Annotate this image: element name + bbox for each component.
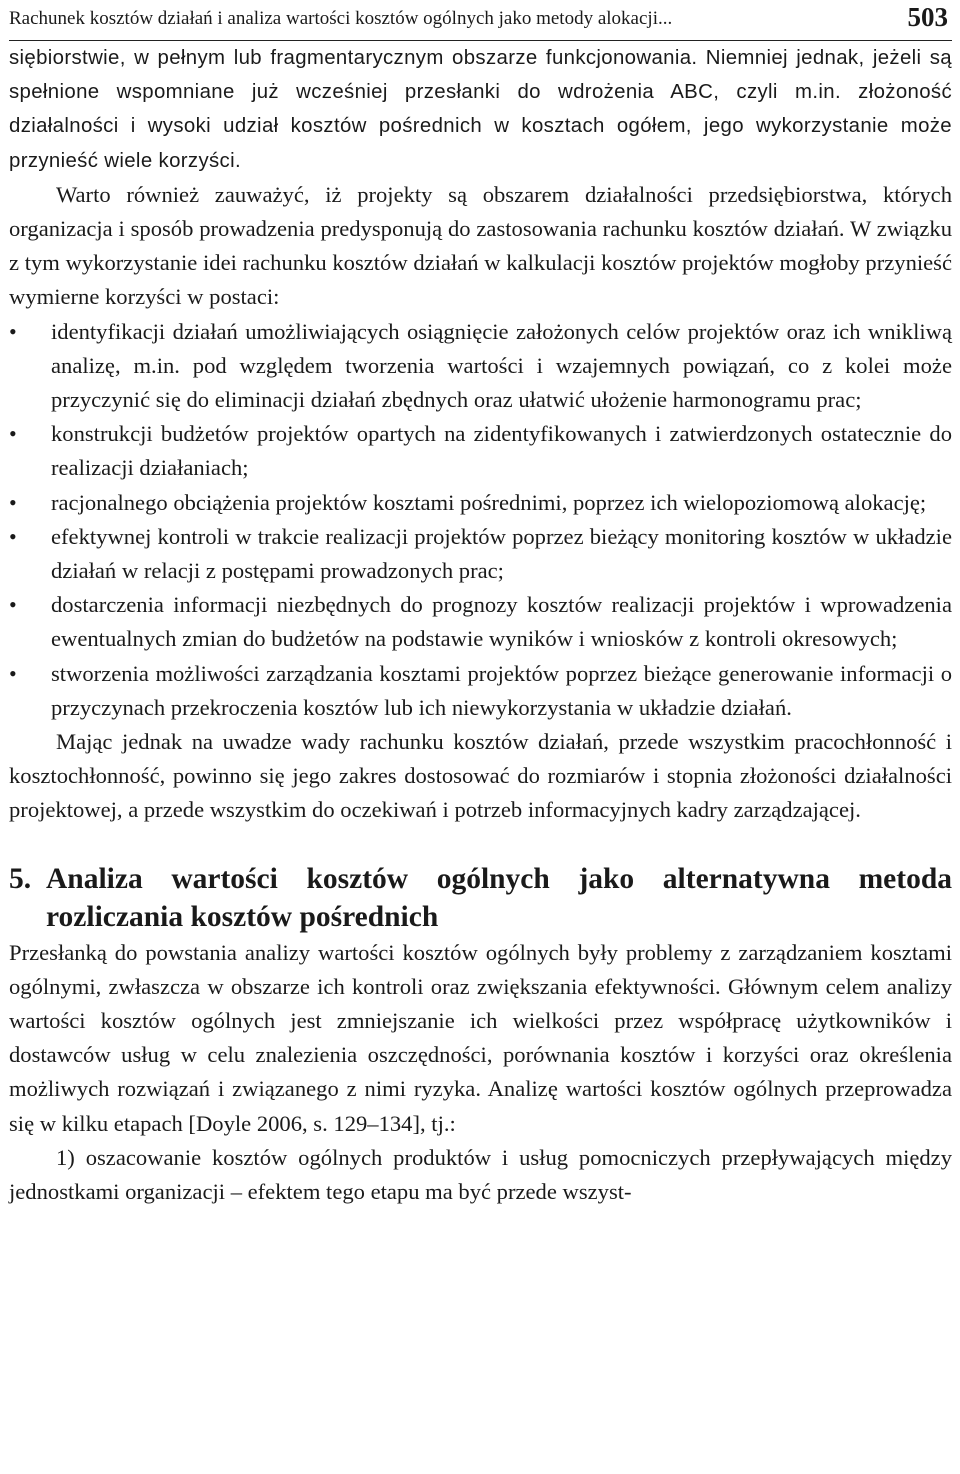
bullet-icon: •: [9, 660, 17, 686]
paragraph-step-1: 1) oszacowanie kosztów ogólnych produktów i usług pomocniczych przepływających między jednostkami organizacji – efektem tego etapu ma być przede wszyst-: [9, 1144, 952, 1205]
list-item-text: dostarczenia informacji niezbędnych do prognozy kosztów realizacji projektów i wprowadzenia ewentualnych zmian do budżetów na podstawie wyników i wniosków z kontroli okresowych;: [51, 592, 952, 652]
running-header: [9, 0, 952, 41]
list-item: [9, 315, 952, 418]
list-item-text: stworzenia możliwości zarządzania kosztami projektów poprzez bieżące generowanie informacji o przyczynach przekroczenia kosztów lub ich niewykorzystania w układzie działań.: [51, 660, 952, 720]
list-item-text: konstrukcji budżetów projektów opartych na zidentyfikowanych i zatwierdzonych ostatecznie do realizacji działaniach;: [51, 421, 952, 481]
bullet-icon: •: [9, 318, 17, 344]
section-title: Analiza wartości kosztów ogólnych jako alternatywna metoda rozliczania kosztów pośrednich: [46, 862, 952, 933]
list-item: [9, 520, 952, 588]
paragraph-drawbacks: Mając jednak na uwadze wady rachunku kosztów działań, przede wszystkim pracochłonność i kosztochłonność, powinno się jego zakres dostosować do rozmiarów i stopnia złożoności działalności projektowej, a przede wszystkim do oczekiwań i potrzeb informacyjnych kadry zarządzającej.: [9, 729, 952, 823]
bullet-icon: •: [9, 489, 17, 515]
running-title: Rachunek kosztów działań i analiza wartości kosztów ogólnych jako metody alokacji...: [9, 8, 673, 29]
section-heading: [9, 860, 952, 936]
section-number: 5.: [9, 862, 32, 895]
list-item-text: identyfikacji działań umożliwiających osiągnięcie założonych celów projektów oraz ich wnikliwą analizę, m.in. pod względem tworzenia wartości i wzajemnych powiązań, co z kolei może przyczynić się do eliminacji działań zbędnych oraz ułatwić ułożenie harmonogramu prac;: [51, 318, 952, 413]
list-item: [9, 486, 952, 520]
bullet-icon: •: [9, 523, 17, 549]
paragraph-projects: Warto również zauważyć, iż projekty są obszarem działalności przedsiębiorstwa, których organizacja i sposób prowadzenia predysponują do zastosowania rachunku kosztów działań. W związku z tym wykorzystanie idei rachunku kosztów działań w kalkulacji kosztów projektów mogłoby przynieść wymierne korzyści w postaci:: [9, 181, 952, 310]
continuation-paragraph: siębiorstwie, w pełnym lub fragmentarycznym obszarze funkcjonowania. Niemniej jednak, jeżeli są spełnione wspomniane już wcześniej przesłanki do wdrożenia ABC, czyli m.in. złożoność działalności i wysoki udział kosztów pośrednich w kosztach ogółem, jego wykorzystanie może przynieść wiele korzyści.: [9, 47, 952, 172]
list-item-text: efektywnej kontroli w trakcie realizacji projektów poprzez bieżący monitoring kosztów w układzie działań w relacji z postępami prowadzonych prac;: [51, 523, 952, 584]
benefits-list: [9, 315, 952, 725]
page-number: 503: [907, 2, 948, 32]
list-item: [9, 588, 952, 656]
list-item: [9, 657, 952, 725]
body-text: [9, 41, 952, 1209]
bullet-icon: •: [9, 592, 17, 618]
paragraph-overhead-analysis: Przesłanką do powstania analizy wartości kosztów ogólnych były problemy z zarządzaniem kosztami ogólnymi, zwłaszcza w obszarze ich kontroli oraz zwiększania efektywności. Głównym celem analizy wartości kosztów ogólnych jest zmniejszanie ich wielkości przez współpracę użytkowników i dostawców usług w celu znalezienia oszczędności, porównania kosztów i korzyści oraz określenia możliwych rozwiązań i związanego z nimi ryzyka. Analizę wartości kosztów ogólnych przeprowadza się w kilku etapach [Doyle 2006, s. 129–134], tj.:: [9, 939, 952, 1136]
list-item-text: racjonalnego obciążenia projektów kosztami pośrednimi, poprzez ich wielopoziomową alokację;: [51, 489, 927, 515]
list-item: [9, 417, 952, 485]
bullet-icon: •: [9, 421, 17, 447]
